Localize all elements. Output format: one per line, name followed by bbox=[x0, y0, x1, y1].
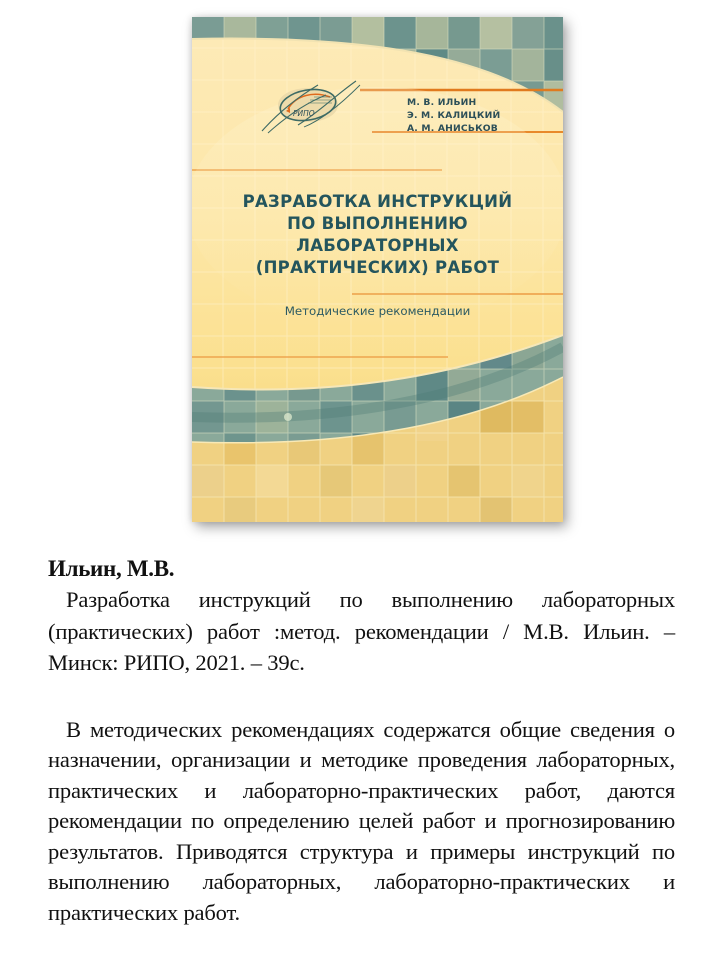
book-cover bbox=[192, 17, 563, 522]
cover-subtitle: Методические рекомендации bbox=[284, 304, 471, 318]
cover-title-line: ПО ВЫПОЛНЕНИЮ bbox=[287, 214, 468, 233]
cover-title bbox=[192, 191, 563, 279]
cover-author: Э. М. КАЛИЦКИЙ bbox=[407, 110, 501, 121]
bibliographic-record bbox=[48, 554, 675, 928]
annotation-text: В методических рекомендациях содержатся общие сведения о назначении, организации и методике проведения лабораторных, практических и лабораторно-практических работ, даются рекомендации по определению целей работ и прогнозированию результатов. Приводятся структура и примеры инструкций по выполнению лабораторных, лабораторно-практических и практических работ. bbox=[48, 716, 675, 925]
cover-title-line: ЛАБОРАТОРНЫХ bbox=[296, 236, 459, 255]
ripo-logo-icon bbox=[248, 75, 368, 137]
cover-title-line: РАЗРАБОТКА ИНСТРУКЦИЙ bbox=[242, 192, 513, 211]
cover-author: А. М. АНИСЬКОВ bbox=[407, 123, 498, 134]
cover-author: М. В. ИЛЬИН bbox=[407, 97, 477, 108]
cover-title-line: (ПРАКТИЧЕСКИХ) РАБОТ bbox=[255, 258, 500, 277]
cover-authors bbox=[407, 96, 557, 135]
bibliographic-entry: Разработка инструкций по выполнению лабораторных (практических) работ :метод. рекомендации / М.В. Ильин. – Минск: РИПО, 2021. – 39с. bbox=[48, 587, 675, 675]
author-heading: Ильин, М.В. bbox=[48, 556, 175, 581]
ripo-logo-text: РИПО bbox=[293, 109, 315, 118]
book-cover-art bbox=[192, 17, 563, 522]
